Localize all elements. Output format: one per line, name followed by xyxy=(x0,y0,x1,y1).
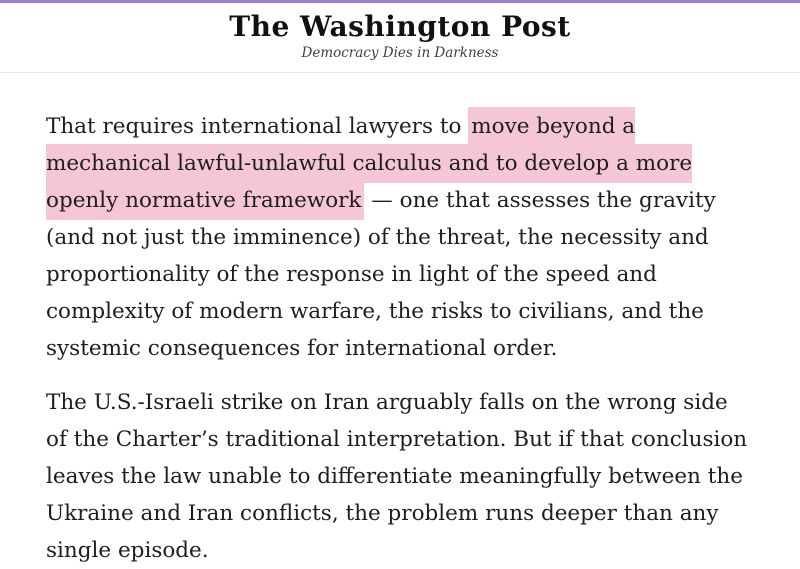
article-paragraph-1 xyxy=(46,108,754,367)
article-paragraph-2: The U.S.-Israeli strike on Iran arguably falls on the wrong side of the Charter’s traditional interpretation. But if that conclusion leaves the law unable to differentiate meaningfully between the Ukraine and Iran conflicts, the problem runs deeper than any single episode. xyxy=(46,389,748,563)
highlighted-text: move beyond a mechanical lawful-unlawful calculus and to develop a more openly normative framework xyxy=(46,107,692,220)
masthead-tagline: Democracy Dies in Darkness xyxy=(301,44,499,61)
masthead-logo[interactable]: The Washington Post xyxy=(229,10,571,43)
article-body xyxy=(0,73,800,569)
masthead xyxy=(0,3,800,61)
paragraph-1-pre-text: That requires international lawyers to xyxy=(46,113,469,139)
paragraph-1-post-text: — one that assesses the gravity (and not just the imminence) of the threat, the necessity and proportionality of the response in light of the speed and complexity of modern warfare, the risks to civilians, and the systemic consequences for international order. xyxy=(46,187,716,361)
